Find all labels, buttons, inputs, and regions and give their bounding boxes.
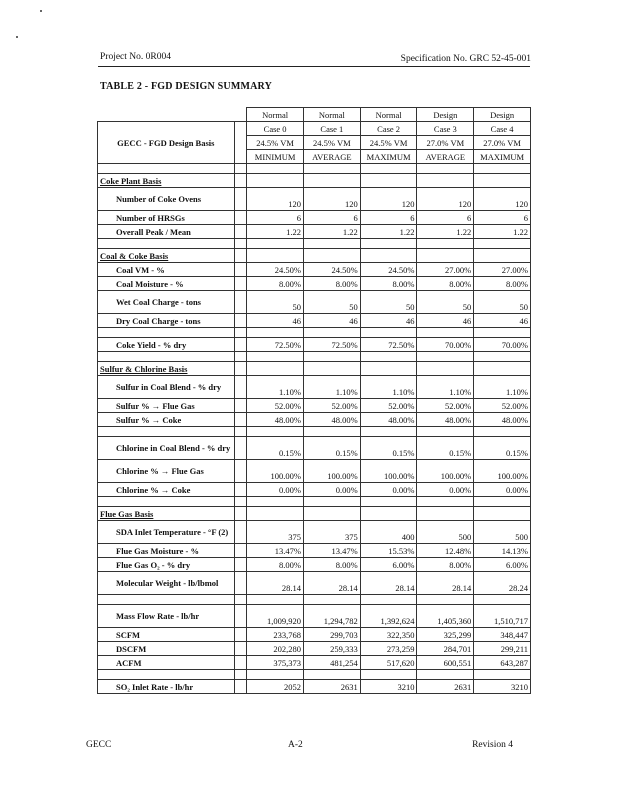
value-cell: 2631 [303, 680, 360, 694]
value-cell: 50 [474, 291, 531, 314]
data-row-mass-flow [98, 605, 531, 628]
data-row-sulfur-blend [98, 376, 531, 399]
spacer-row [98, 497, 531, 507]
spacer-row [98, 352, 531, 362]
row-label: Flue Gas Moisture - % [98, 544, 235, 558]
value-cell: 400 [360, 521, 417, 544]
value-cell: 1,510,717 [474, 605, 531, 628]
section-row [98, 174, 531, 188]
value-cell: 24.50% [303, 263, 360, 277]
vm-cell: 24.5% VM [247, 136, 304, 150]
case-cell: Case 2 [360, 122, 417, 136]
value-cell: 52.00% [247, 399, 304, 413]
value-cell: 8.00% [474, 277, 531, 291]
vm-cell: 27.0% VM [417, 136, 474, 150]
value-cell: 70.00% [417, 338, 474, 352]
value-cell: 1.10% [474, 376, 531, 399]
row-label: Coal VM - % [98, 263, 235, 277]
value-cell: 100.00% [247, 460, 304, 483]
value-cell: 48.00% [360, 413, 417, 427]
value-cell: 8.00% [417, 558, 474, 572]
value-cell: 120 [247, 188, 304, 211]
value-cell: 27.00% [474, 263, 531, 277]
value-cell: 1,009,920 [247, 605, 304, 628]
value-cell: 299,703 [303, 628, 360, 642]
value-cell: 24.50% [360, 263, 417, 277]
value-cell: 1.22 [417, 225, 474, 239]
value-cell: 72.50% [360, 338, 417, 352]
footer-revision: Revision 4 [472, 740, 513, 750]
vm-cell: 24.5% VM [303, 136, 360, 150]
value-cell: 1,392,624 [360, 605, 417, 628]
row-label: Sulfur in Coal Blend - % dry [98, 376, 235, 399]
row-label: SCFM [98, 628, 235, 642]
value-cell: 2052 [247, 680, 304, 694]
value-cell: 0.15% [360, 437, 417, 460]
row-label: Coal Moisture - % [98, 277, 235, 291]
value-cell: 325,299 [417, 628, 474, 642]
spacer-row [98, 328, 531, 338]
value-cell: 2631 [417, 680, 474, 694]
row-label: Number of HRSGs [98, 211, 235, 225]
case-row [98, 122, 531, 136]
specification-number: Specification No. GRC 52-45-001 [400, 54, 531, 64]
row-label: Chlorine % → Coke [98, 483, 235, 497]
section-heading: Flue Gas Basis [98, 507, 235, 521]
spacer-row [98, 595, 531, 605]
value-cell: 46 [417, 314, 474, 328]
value-cell: 0.15% [474, 437, 531, 460]
value-cell: 0.00% [360, 483, 417, 497]
data-row-coal-moist [98, 277, 531, 291]
value-cell: 259,333 [303, 642, 360, 656]
value-cell: 284,701 [417, 642, 474, 656]
footer-page-number: A-2 [288, 740, 303, 750]
value-cell: 52.00% [474, 399, 531, 413]
data-row-sulfur-flue [98, 399, 531, 413]
data-row-dry-charge [98, 314, 531, 328]
value-cell: 13.47% [247, 544, 304, 558]
data-row-hrsgs [98, 211, 531, 225]
data-row-wet-charge [98, 291, 531, 314]
value-cell: 8.00% [303, 558, 360, 572]
value-cell: 6 [474, 211, 531, 225]
section-heading: Coal & Coke Basis [98, 249, 235, 263]
value-cell: 46 [360, 314, 417, 328]
value-cell: 28.14 [417, 572, 474, 595]
value-cell: 3210 [474, 680, 531, 694]
value-cell: 50 [417, 291, 474, 314]
scenario-cell: Normal [360, 108, 417, 122]
value-cell: 1.22 [247, 225, 304, 239]
value-cell: 1.22 [303, 225, 360, 239]
value-cell: 15.53% [360, 544, 417, 558]
value-cell: 100.00% [360, 460, 417, 483]
value-cell: 50 [247, 291, 304, 314]
data-row-coke-yield [98, 338, 531, 352]
value-cell: 3210 [360, 680, 417, 694]
value-cell: 6.00% [474, 558, 531, 572]
value-cell: 0.15% [417, 437, 474, 460]
table-title: TABLE 2 - FGD DESIGN SUMMARY [100, 81, 273, 92]
value-cell: 500 [417, 521, 474, 544]
value-cell: 48.00% [247, 413, 304, 427]
value-cell: 46 [303, 314, 360, 328]
fgd-design-summary-table [97, 107, 531, 694]
value-cell: 27.00% [417, 263, 474, 277]
value-cell: 100.00% [417, 460, 474, 483]
row-label: Overall Peak / Mean [98, 225, 235, 239]
value-cell: 120 [474, 188, 531, 211]
value-cell: 48.00% [474, 413, 531, 427]
value-cell: 52.00% [417, 399, 474, 413]
value-cell: 120 [303, 188, 360, 211]
data-row-cl-blend [98, 437, 531, 460]
row-label: Flue Gas O₂ - % dry [98, 558, 235, 572]
row-label: Chlorine % → Flue Gas [98, 460, 235, 483]
value-cell: 1.22 [360, 225, 417, 239]
scenario-cell: Normal [247, 108, 304, 122]
scenario-cell: Design [417, 108, 474, 122]
data-row-peak-mean [98, 225, 531, 239]
value-cell: 1.10% [303, 376, 360, 399]
row-label: Sulfur % → Flue Gas [98, 399, 235, 413]
value-cell: 120 [360, 188, 417, 211]
row-label: Wet Coal Charge - tons [98, 291, 235, 314]
row-label: SO₂ Inlet Rate - lb/hr [98, 680, 235, 694]
data-row-sda-temp [98, 521, 531, 544]
section-row [98, 507, 531, 521]
value-cell: 24.50% [247, 263, 304, 277]
row-label: Molecular Weight - lb/lbmol [98, 572, 235, 595]
value-cell: 48.00% [417, 413, 474, 427]
value-cell: 8.00% [247, 277, 304, 291]
spacer-row [98, 670, 531, 680]
case-cell: Case 3 [417, 122, 474, 136]
section-heading: Coke Plant Basis [98, 174, 235, 188]
value-cell: 233,768 [247, 628, 304, 642]
section-heading: Sulfur & Chlorine Basis [98, 362, 235, 376]
project-number: Project No. 0R004 [100, 52, 171, 62]
value-cell: 28.14 [360, 572, 417, 595]
spacer-row [98, 239, 531, 249]
value-cell: 28.24 [474, 572, 531, 595]
value-cell: 6 [247, 211, 304, 225]
level-cell: MAXIMUM [360, 150, 417, 164]
data-row-cl-flue [98, 460, 531, 483]
row-label: Dry Coal Charge - tons [98, 314, 235, 328]
value-cell: 1.10% [247, 376, 304, 399]
value-cell: 72.50% [303, 338, 360, 352]
value-cell: 6 [360, 211, 417, 225]
value-cell: 12.48% [417, 544, 474, 558]
data-row-dscfm [98, 642, 531, 656]
case-cell: Case 0 [247, 122, 304, 136]
value-cell: 46 [474, 314, 531, 328]
value-cell: 100.00% [303, 460, 360, 483]
value-cell: 0.00% [417, 483, 474, 497]
value-cell: 273,259 [360, 642, 417, 656]
value-cell: 52.00% [303, 399, 360, 413]
value-cell: 8.00% [417, 277, 474, 291]
value-cell: 1.22 [474, 225, 531, 239]
level-cell: MINIMUM [247, 150, 304, 164]
data-row-ovens [98, 188, 531, 211]
data-row-fg-moist [98, 544, 531, 558]
row-label: DSCFM [98, 642, 235, 656]
value-cell: 1.10% [417, 376, 474, 399]
value-cell: 50 [303, 291, 360, 314]
vm-cell: 27.0% VM [474, 136, 531, 150]
level-cell: MAXIMUM [474, 150, 531, 164]
value-cell: 299,211 [474, 642, 531, 656]
value-cell: 72.50% [247, 338, 304, 352]
data-row-scfm [98, 628, 531, 642]
scenario-cell: Normal [303, 108, 360, 122]
value-cell: 70.00% [474, 338, 531, 352]
value-cell: 1,405,360 [417, 605, 474, 628]
row-label: Sulfur % → Coke [98, 413, 235, 427]
spacer-row [98, 164, 531, 174]
row-label: ACFM [98, 656, 235, 670]
value-cell: 14.13% [474, 544, 531, 558]
value-cell: 13.47% [303, 544, 360, 558]
value-cell: 28.14 [247, 572, 304, 595]
value-cell: 50 [360, 291, 417, 314]
data-row-fg-o2 [98, 558, 531, 572]
header-rule [98, 66, 530, 67]
row-label: Number of Coke Ovens [98, 188, 235, 211]
value-cell: 8.00% [303, 277, 360, 291]
row-label: Chlorine in Coal Blend - % dry [98, 437, 235, 460]
scenario-cell: Design [474, 108, 531, 122]
level-cell: AVERAGE [303, 150, 360, 164]
value-cell: 1.10% [360, 376, 417, 399]
value-cell: 6 [303, 211, 360, 225]
value-cell: 52.00% [360, 399, 417, 413]
level-cell: AVERAGE [417, 150, 474, 164]
design-basis-label: GECC - FGD Design Basis [98, 122, 235, 164]
data-row-acfm [98, 656, 531, 670]
value-cell: 8.00% [360, 277, 417, 291]
value-cell: 0.15% [303, 437, 360, 460]
case-cell: Case 1 [303, 122, 360, 136]
value-cell: 348,447 [474, 628, 531, 642]
value-cell: 500 [474, 521, 531, 544]
value-cell: 120 [417, 188, 474, 211]
footer-company: GECC [86, 740, 112, 750]
value-cell: 100.00% [474, 460, 531, 483]
value-cell: 481,254 [303, 656, 360, 670]
row-label: Coke Yield - % dry [98, 338, 235, 352]
row-label: SDA Inlet Temperature - °F (2) [98, 521, 235, 544]
section-row [98, 362, 531, 376]
value-cell: 6 [417, 211, 474, 225]
data-row-coal-vm [98, 263, 531, 277]
data-row-so2-rate [98, 680, 531, 694]
value-cell: 0.15% [247, 437, 304, 460]
value-cell: 46 [247, 314, 304, 328]
value-cell: 0.00% [303, 483, 360, 497]
value-cell: 0.00% [474, 483, 531, 497]
value-cell: 643,287 [474, 656, 531, 670]
value-cell: 600,551 [417, 656, 474, 670]
value-cell: 6.00% [360, 558, 417, 572]
case-cell: Case 4 [474, 122, 531, 136]
row-label: Mass Flow Rate - lb/hr [98, 605, 235, 628]
value-cell: 1,294,782 [303, 605, 360, 628]
scan-speck [40, 10, 42, 12]
vm-cell: 24.5% VM [360, 136, 417, 150]
value-cell: 517,620 [360, 656, 417, 670]
scan-speck [16, 36, 18, 38]
scenario-row [98, 108, 531, 122]
value-cell: 202,280 [247, 642, 304, 656]
value-cell: 322,350 [360, 628, 417, 642]
section-row [98, 249, 531, 263]
value-cell: 0.00% [247, 483, 304, 497]
value-cell: 8.00% [247, 558, 304, 572]
value-cell: 28.14 [303, 572, 360, 595]
value-cell: 375 [303, 521, 360, 544]
value-cell: 375,373 [247, 656, 304, 670]
data-row-mol-wt [98, 572, 531, 595]
value-cell: 48.00% [303, 413, 360, 427]
value-cell: 375 [247, 521, 304, 544]
data-row-cl-coke [98, 483, 531, 497]
data-row-sulfur-coke [98, 413, 531, 427]
spacer-row [98, 427, 531, 437]
